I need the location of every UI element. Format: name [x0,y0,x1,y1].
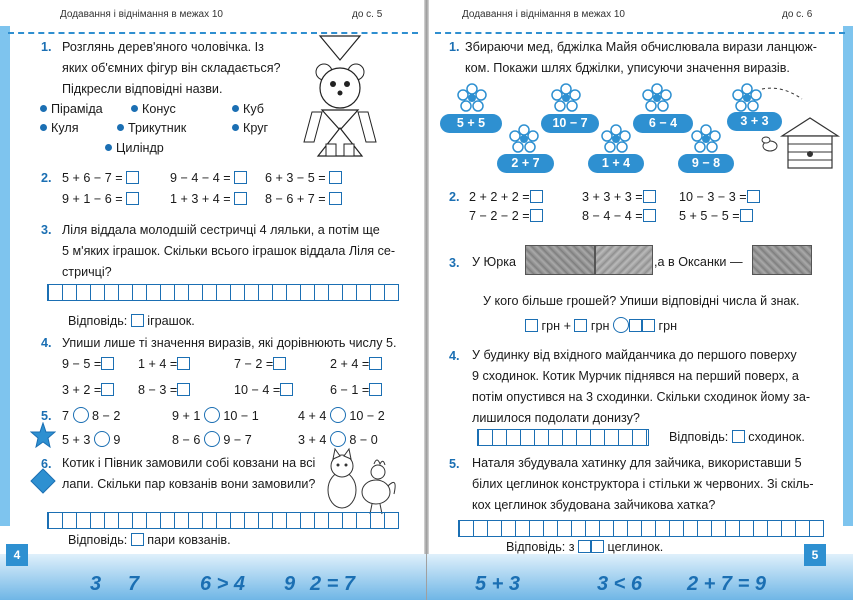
flower-icon [691,124,721,154]
comparison: 8 − 6 9 − 7 [172,433,252,447]
expression: 10 − 4 = [234,381,293,400]
answer-box[interactable] [732,430,745,443]
answer-box[interactable] [131,314,144,327]
expression: 6 + 3 − 5 = [265,169,342,188]
task-number: 5. [41,409,52,423]
answer-box[interactable] [177,357,190,370]
answer-grid[interactable] [47,284,399,301]
answer-box[interactable] [643,209,656,222]
answer-box[interactable] [126,192,139,205]
expression: 8 − 4 − 4 = [582,207,656,226]
flower-icon [457,83,487,113]
shape-option[interactable]: Куля [40,118,79,139]
banknote-image [595,245,653,275]
task-number: 2. [41,171,52,185]
answer-box[interactable] [177,383,190,396]
task-number: 3. [41,223,52,237]
left-header-ref: до с. 5 [352,9,383,20]
expression: 8 − 6 + 7 = [265,190,342,209]
decor-expression: 5 + 3 [475,573,521,595]
decor-expression: 3 < 6 [597,573,643,595]
bullet-icon [40,105,47,112]
compare-circle[interactable] [204,431,220,447]
task-number: 2. [449,190,460,204]
answer-box[interactable] [234,171,247,184]
header-divider [435,32,845,34]
comparison: 3 + 4 8 − 0 [298,433,378,447]
shape-option[interactable]: Піраміда [40,99,103,120]
decor-expression: 2 = 7 [310,573,356,595]
decor-number: 9 [284,573,296,595]
answer-grid[interactable] [458,520,824,537]
answer-line: Відповідь: сходинок. [669,430,805,444]
expression: 9 − 5 = [62,355,114,374]
flower-icon [509,124,539,154]
task-text: лапи. Скільки пар ковзанів вони замовили? [62,477,316,491]
expression-pill[interactable]: 2 + 7 [497,154,554,173]
comparison: 4 + 4 10 − 2 [298,409,385,423]
task-text: Розглянь дерев'яного чоловічка. Із [62,40,264,54]
right-header-title: Додавання і віднімання в межах 10 [462,9,625,20]
answer-grid[interactable] [477,429,649,446]
expression: 6 − 1 = [330,381,382,400]
left-margin-bar [0,26,10,526]
answer-box[interactable] [329,192,342,205]
compare-circle[interactable] [330,431,346,447]
task-text: Збираючи мед, бджілка Майя обчислювала вирази ланцюж- [465,40,817,54]
decor-expression: 6 > 4 [200,573,246,595]
answer-box[interactable] [643,190,656,203]
expression: 2 + 4 = [330,355,382,374]
answer-box[interactable] [530,209,543,222]
shape-option[interactable]: Конус [131,99,176,120]
answer-box[interactable] [234,192,247,205]
expression-pill[interactable]: 9 − 8 [678,154,734,173]
left-header-title: Додавання і віднімання в межах 10 [60,9,223,20]
left-page [0,0,426,600]
task-number: 1. [41,40,52,54]
task-text: Підкресли відповідні назви. [62,82,223,96]
beehive-illustration [752,84,847,174]
bullet-icon [40,124,47,131]
page-number: 4 [6,544,28,566]
banknote-image [752,245,812,275]
expression-pill[interactable]: 3 + 3 [727,112,782,131]
decor-expression: 2 + 7 = 9 [687,573,766,595]
task-text: кох цеглинок збудована зайчикова хатка? [472,498,716,512]
expression: 9 + 1 − 6 = [62,190,139,209]
expression: 2 + 2 + 2 = [469,188,543,207]
task-text: 5 м'яких іграшок. Скільки всього іграшок віддала Ліля се- [62,244,396,258]
answer-box[interactable] [530,190,543,203]
answer-box[interactable] [369,357,382,370]
compare-circle[interactable] [330,407,346,423]
task-text: Ліля віддала молодшій сестричці 4 ляльки, а потім ще [62,223,380,237]
answer-box[interactable] [131,533,144,546]
bullet-icon [105,144,112,151]
expression: 1 + 3 + 4 = [170,190,247,209]
task-number: 4. [449,349,460,363]
answer-box[interactable] [126,171,139,184]
answer-box[interactable] [273,357,286,370]
money-comparison: грн + грн грн [525,317,677,336]
diamond-hint-icon [30,468,56,494]
answer-box[interactable] [642,319,655,332]
shape-option[interactable]: Трикутник [117,118,186,139]
decor-number: 3 [90,573,102,595]
expression-pill[interactable]: 5 + 5 [440,114,502,133]
expression: 10 − 3 − 3 = [679,188,760,207]
expression: 7 − 2 = [234,355,286,374]
bullet-icon [232,124,239,131]
expression: 7 − 2 − 2 = [469,207,543,226]
task-text: У будинку від вхідного майданчика до першого поверху [472,348,797,362]
answer-box[interactable] [329,171,342,184]
task-number: 3. [449,256,460,270]
right-page [427,0,853,600]
task-number: 4. [41,336,52,350]
flower-icon [601,124,631,154]
answer-box[interactable] [280,383,293,396]
expression: 8 − 3 = [138,381,190,400]
right-header-ref: до с. 6 [782,9,813,20]
task-text: Наталя збудувала хатинку для зайчика, використавши 5 [472,456,802,470]
answer-box[interactable] [574,319,587,332]
flower-icon [642,83,672,113]
task-text: У Юрка [472,255,517,269]
task-text: 9 сходинок. Котик Мурчик піднявся на перший поверх, а [472,369,799,383]
compare-circle[interactable] [613,317,629,333]
answer-box[interactable] [591,540,604,553]
task-text: ,а в Оксанки — [654,255,743,269]
expression: 3 + 3 + 3 = [582,188,656,207]
comparison: 9 + 1 10 − 1 [172,409,259,423]
answer-box[interactable] [525,319,538,332]
expression-pill[interactable]: 6 − 4 [633,114,693,133]
compare-circle[interactable] [73,407,89,423]
answer-box[interactable] [101,383,114,396]
decor-number: 7 [128,573,140,595]
flower-icon [551,83,581,113]
expression: 1 + 4 = [138,355,190,374]
task-number: 5. [449,457,460,471]
shape-option[interactable]: Циліндр [105,138,164,159]
comparison: 7 8 − 2 [62,409,121,423]
bullet-icon [117,124,124,131]
shape-option[interactable]: Куб [232,99,264,120]
answer-box[interactable] [369,383,382,396]
expression-pill[interactable]: 10 − 7 [541,114,599,133]
expression: 9 − 4 − 4 = [170,169,247,188]
answer-box[interactable] [747,190,760,203]
banknote-image [525,245,595,275]
shape-option[interactable]: Круг [232,118,268,139]
task-text: яких об'ємних фігур він складається? [62,61,281,75]
expression: 5 + 6 − 7 = [62,169,139,188]
comparison: 5 + 3 9 [62,433,121,447]
task-number: 6. [41,457,52,471]
compare-circle[interactable] [204,407,220,423]
bullet-icon [232,105,239,112]
expression-pill[interactable]: 1 + 4 [588,154,644,173]
answer-line: Відповідь: пари ковзанів. [68,533,231,547]
answer-line: Відповідь: з цеглинок. [506,540,664,554]
task-text: У кого більше грошей? Упиши відповідні числа й знак. [483,294,800,308]
task-text: Упиши лише ті значення виразів, які дорівнюють числу 5. [62,336,397,350]
task-text: Котик і Півник замовили собі ковзани на всі [62,456,316,470]
cat-and-rooster-illustration [318,446,398,516]
compare-circle[interactable] [94,431,110,447]
answer-box[interactable] [629,319,642,332]
answer-line: Відповідь: іграшок. [68,314,195,328]
page-number: 5 [804,544,826,566]
answer-box[interactable] [101,357,114,370]
expression: 3 + 2 = [62,381,114,400]
task-text: білих цеглинок конструктора і стільки ж червоних. Зі скіль- [472,477,814,491]
expression: 5 + 5 − 5 = [679,207,753,226]
answer-box[interactable] [740,209,753,222]
wooden-man-illustration [300,32,380,162]
answer-box[interactable] [578,540,591,553]
task-number: 1. [449,40,460,54]
bullet-icon [131,105,138,112]
task-text: ком. Покажи шлях бджілки, уписуючи значення виразів. [465,61,790,75]
answer-grid[interactable] [47,512,399,529]
task-text: лишилося подолати донизу? [472,411,640,425]
star-hint-icon [30,422,56,448]
task-text: стричці? [62,265,112,279]
task-text: потім опустився на 3 сходинки. Скільки сходинок йому за- [472,390,811,404]
